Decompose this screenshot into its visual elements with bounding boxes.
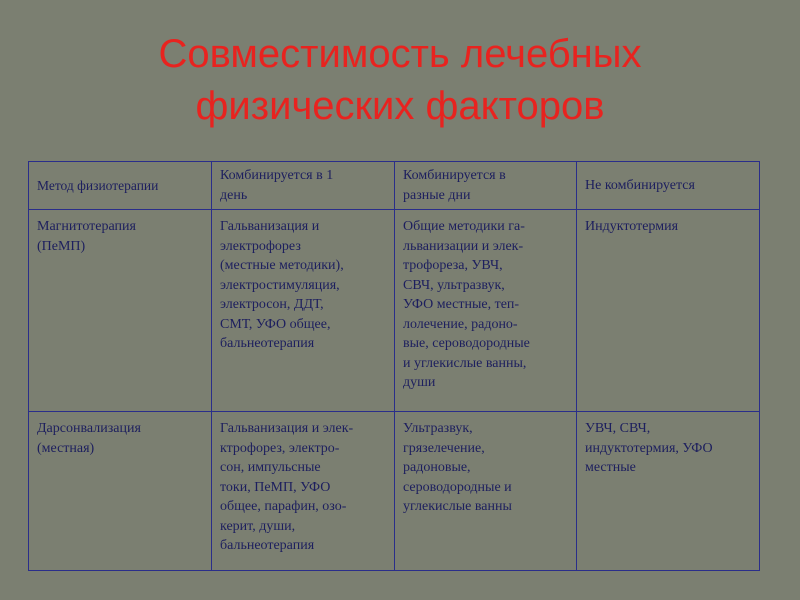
header-method — [29, 162, 212, 210]
table-row — [29, 210, 760, 412]
table-cell — [29, 412, 212, 571]
cell-text: Дарсонвализация (местная) — [37, 421, 141, 456]
header-not-combined — [577, 162, 760, 210]
title-line-2: физических факторов — [195, 84, 605, 128]
cell-text: Магнитотерапия (ПеМП) — [37, 219, 136, 254]
table-cell — [212, 412, 395, 571]
cell-text: Гальванизация и электрофорез (местные методики), электростимуляция, электросон, ДДТ, СМТ, УФО общее, бальнеотерапия — [220, 219, 344, 351]
cell-text: УВЧ, СВЧ, индуктотермия, УФО местные — [585, 421, 713, 475]
table-header-row — [29, 162, 760, 210]
header-not-combined-text: Не комбинируется — [585, 177, 695, 193]
table-cell — [395, 412, 577, 571]
slide-title — [0, 28, 800, 132]
table-cell — [212, 210, 395, 412]
header-method-text: Метод физиотерапии — [37, 177, 159, 193]
header-same-day — [212, 162, 395, 210]
cell-text: Общие методики га- льванизации и элек- трофореза, УВЧ, СВЧ, ультразвук, УФО местные, теп- лолечение, радоно- вые, сероводородные и углекислые ванны, души — [403, 219, 530, 390]
table-cell — [577, 412, 760, 571]
header-different-days — [395, 162, 577, 210]
table-cell — [395, 210, 577, 412]
cell-text: Индуктотермия — [585, 219, 679, 234]
title-line-1: Совместимость лечебных — [158, 32, 642, 76]
header-same-day-text: Комбинируется в 1 день — [220, 168, 334, 203]
compatibility-table — [28, 161, 760, 571]
table-row — [29, 412, 760, 571]
table-cell — [577, 210, 760, 412]
header-different-days-text: Комбинируется в разные дни — [403, 168, 506, 203]
cell-text: Ультразвук, грязелечение, радоновые, сероводородные и углекислые ванны — [403, 421, 512, 514]
table-cell — [29, 210, 212, 412]
cell-text: Гальванизация и элек- ктрофорез, электро- сон, импульсные токи, ПеМП, УФО общее, парафин, озо- керит, души, бальнеотерапия — [220, 421, 354, 553]
